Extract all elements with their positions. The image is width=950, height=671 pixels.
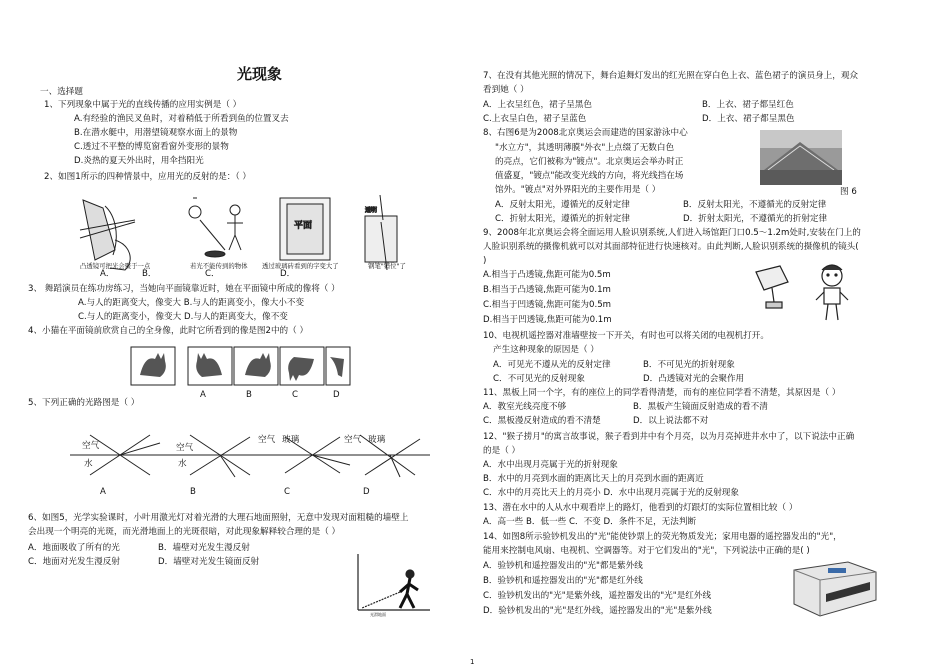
q8-line1: 8、右图6是为2008北京奥运会而建造的国家游泳中心 [483,128,688,138]
cat-icon [330,357,344,377]
q11-option-d: D．以上说法都不对 [633,416,709,426]
q10-option-c: C．不可见光的反射现象 [493,374,585,384]
q8-line2: "水立方"，其透明薄膜"外衣"上点缀了无数白色 [495,143,675,153]
q6-option-b: B．墙壁对光发生漫反射 [158,543,250,553]
q12-option-cd: C．水中的月亮比天上的月亮小 D．水中出现月亮属于光的反射现象 [483,488,739,498]
figure-5-laser [352,552,432,617]
q5a-air-label: 空气 [82,441,100,451]
cat-icon [140,353,166,377]
cat-icon [196,353,222,377]
fig1-letter-c: C． [205,269,220,279]
q5-letter-c: C [284,487,291,497]
q14-option-d: D．验钞机发出的"光"是红外线，遥控器发出的"光"是紫外线 [483,606,712,616]
q6-stem-line1: 6、如图5，光学实验课时，小叶用激光灯对着光滑的大理石地面照射，无意中发现对面粗糙的墙壁上 [28,513,409,523]
q13-options: A．高一些 B．低一些 C．不变 D．条件不足，无法判断 [483,517,697,527]
figure-2 [130,345,352,400]
q3-options-cd: C.与人的距离变小，像变大 D.与人的距离变大，像不变 [78,312,288,322]
fig1-caption-a: 凸透镜可把光会聚于一点 [80,262,151,270]
q8-option-c: C．折射太阳光，遵循光的折射定律 [495,214,630,224]
figure-1b-shadow-kid [189,198,243,257]
q7-option-b: B．上衣、裙子都呈红色 [702,100,794,110]
q7-option-d: D．上衣、裙子都呈黑色 [702,114,795,124]
q5-letter-b: B [190,487,196,497]
camera-icon [756,266,788,290]
fig1-letter-b: B． [142,269,157,279]
q14-option-a: A．验钞机和遥控器发出的"光"都是紫外线 [483,561,643,571]
q9-option-c: C.相当于凹透镜,焦距可能为0.5m [483,300,612,310]
q14-stem-line2: 能用来控制电风扇、电视机、空调器等。对于它们发出的"光"，下列说法中正确的是( ) [483,546,810,556]
figure-8-money-detector [788,560,880,622]
fig1-letter-d: D． [280,269,296,279]
q1-option-b: B.在潜水艇中，用潜望镜观察水面上的景物 [74,128,238,138]
q12-stem-line1: 12、"猴子捞月"的寓言故事说，猴子看到井中有个月亮，以为月亮掉进井水中了，以下说法中正确 [483,432,855,442]
q7-option-c: C.上衣呈白色，裙子呈蓝色 [483,114,587,124]
q3-stem: 3、 舞蹈演员在练功房练习，当她向平面镜靠近时，她在平面镜中所成的像将（ ） [28,284,340,294]
q1-option-a: A.有经验的渔民叉鱼时，对着稍低于所看到鱼的位置叉去 [74,114,289,124]
q11-option-a: A．教室光线亮度不够 [483,402,567,412]
q2-stem: 2、如图1所示的四种情景中，应用光的反射的是：（ ） [44,172,252,182]
section-heading: 一、选择题 [40,87,83,97]
q9-stem-line3: ) [483,256,487,266]
q7-stem-line1: 7、在没有其他光照的情况下，舞台追舞灯发出的红光照在穿白色上衣、蓝色裙子的演员身上，观众 [483,71,859,81]
cat-icon [245,353,271,377]
q10-stem-line2: 产生这种现象的原因是（ ） [493,345,599,355]
q8-line5: 馆外。"镀点"对外界阳光的主要作用是（ ） [495,185,661,195]
q1-option-d: D.炎热的夏天外出时，用伞挡阳光 [74,156,204,166]
q14-option-b: B．验钞机和遥控器发出的"光"都是红外线 [483,576,643,586]
q1-option-c: C.透过不平整的博览窗看窗外变形的景物 [74,142,229,152]
fig1-caption-b: 若光不能传到的物体 [190,262,248,270]
q8-line4: 值盛夏，"镀点"能改变光线的方向，将光线挡在场 [495,171,684,181]
q10-option-b: B．不可见光的折射现象 [643,360,735,370]
q11-option-b: B．黑板产生镜面反射造成的看不清 [633,402,768,412]
q6-stem-line2: 会出现一个明亮的光斑，而光滑地面上的光斑很暗，对此现象解释较合理的是（ ） [28,527,341,537]
cat-icons [140,353,344,381]
cat-icon [288,357,314,381]
fig5-caption: 光滑地面 [370,612,386,617]
q13-stem: 13、潜在水中的人从水中观看岸上的路灯，他看到的灯跟灯的实际位置相比较（ ） [483,503,798,513]
q7-stem-line2: 看到她（ ） [483,85,529,95]
q12-option-b: B．水中的月亮到水面的距离比天上的月亮到水面的距离近 [483,474,704,484]
q10-stem-line1: 10、电视机遥控器对准墙壁按一下开关，有时也可以将关闭的电视机打开。 [483,331,769,341]
q5a-water-label: 水 [84,459,93,469]
q5-letter-d: D [363,487,370,497]
q5-letter-a: A [100,487,106,497]
q11-stem: 11、黑板上同一个字，有的座位上的同学看得清楚，而有的座位同学看不清楚，其原因是（ ） [483,388,841,398]
svg-text:透明: 透明 [365,207,378,214]
fig1-caption-c: 透过玻璃砖看到的字变大了 [262,262,339,270]
figure-camera-face [752,262,852,324]
figure-1a-lens-hand [80,200,135,270]
q1-stem: 1、下列现象中属于光的直线传播的应用实例是（ ） [44,100,242,110]
page-number: 1 [470,658,475,666]
fig6-caption: 图 6 [840,187,857,197]
q9-stem-line2: 人脸识别系统的摄像机就可以对其面部特征进行快速核对。由此判断,人脸识别系统的摄像机的镜头( [483,242,859,252]
q5c-air-label: 空气 [258,435,276,445]
fig1-caption-d: 钢笔"错位"了 [368,262,406,270]
figure-6-water-cube [760,130,842,185]
q10-option-d: D．凸透镜对光的会聚作用 [643,374,745,384]
fig2-letter-c: C [292,390,299,400]
q8-line3: 的亮点，它们被称为"镀点"。北京奥运会举办时正 [495,157,684,167]
fig2-letter-d: D [333,390,340,400]
q5-stem: 5、下列正确的光路图是（ ） [28,398,140,408]
q8-option-d: D．折射太阳光，不遵循光的折射定律 [683,214,828,224]
q5d-air-label: 空气 [344,435,362,445]
q9-option-a: A.相当于凸透镜,焦距可能为0.5m [483,270,611,280]
q7-option-a: A．上衣呈红色，裙子呈黑色 [483,100,593,110]
q9-option-b: B.相当于凸透镜,焦距可能为0.1m [483,285,611,295]
q5b-air-label: 空气 [176,443,194,453]
fig2-letter-b: B [246,390,252,400]
q3-options-ab: A.与人的距离变大，像变大 B.与人的距离变小，像大小不变 [78,298,305,308]
q6-option-c: C．地面对光发生漫反射 [28,557,120,567]
q12-stem-line2: 的是（ ） [483,446,521,456]
q12-option-a: A．水中出现月亮属于光的折射现象 [483,460,618,470]
q4-stem: 4、小猫在平面镜前欣赏自己的全身像，此时它所看到的像是图2中的（ ） [28,326,309,336]
fig1-letter-a: A． [100,269,115,279]
q10-option-a: A．可见光不遵从光的反射定律 [493,360,611,370]
q5c-glass-label: 玻璃 [282,435,300,445]
fig2-letter-a: A [200,390,206,400]
q9-option-d: D.相当于凹透镜,焦距可能为0.1m [483,315,612,325]
q11-option-c: C．黑板漫反射造成的看不清楚 [483,416,601,426]
q5b-water-label: 水 [178,459,187,469]
q8-option-b: B．反射太阳光，不遵循光的反射定律 [683,200,827,210]
page-title: 光现象 [237,65,283,83]
q6-option-a: A．地面吸收了所有的光 [28,543,120,553]
figure-1c-glass-block [280,198,330,260]
q6-option-d: D．墙壁对光发生镜面反射 [158,557,260,567]
q9-stem-line1: 9、2008年北京奥运会将全面运用人脸识别系统,人们进入场馆距门口0.5～1.2m处时,安装在门上的 [483,228,861,238]
svg-text:平面: 平面 [294,221,313,231]
q14-option-c: C．验钞机发出的"光"是紫外线，遥控器发出的"光"是红外线 [483,591,712,601]
q8-option-a: A．反射太阳光，遵循光的反射定律 [495,200,630,210]
figure-1d-pen-water [365,195,397,270]
q5d-glass-label: 玻璃 [368,435,386,445]
q14-stem-line1: 14、如图8所示验钞机发出的"光"能使钞票上的荧光物质发光；家用电器的遥控器发出的"光"， [483,532,842,542]
